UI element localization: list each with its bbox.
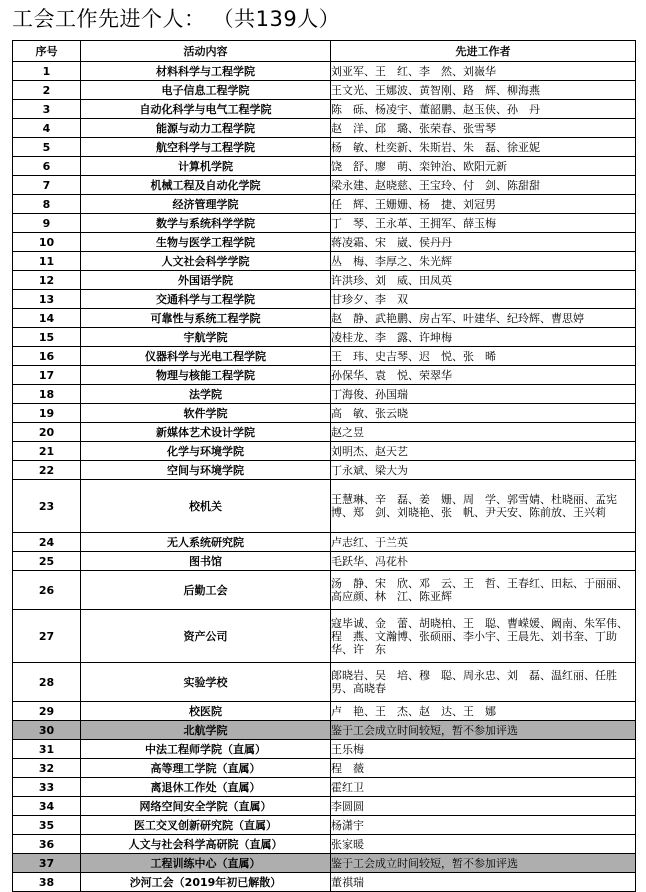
table-row [13,835,636,854]
table-row [13,385,636,404]
unit-name: 自动化科学与电气工程学院 [81,100,331,119]
header-no: 序号 [13,41,81,62]
table-row [13,423,636,442]
worker-names: 凌桂龙、李 露、许坤梅 [331,328,636,347]
table-row [13,100,636,119]
row-number: 7 [13,176,81,195]
unit-name: 工程训练中心（直属） [81,854,331,873]
table-row [13,309,636,328]
unit-name: 后勤工会 [81,571,331,610]
unit-name: 航空科学与工程学院 [81,138,331,157]
worker-names: 李圆圆 [331,797,636,816]
row-number: 9 [13,214,81,233]
unit-name: 仪器科学与光电工程学院 [81,347,331,366]
unit-name: 计算机学院 [81,157,331,176]
unit-name: 可靠性与系统工程学院 [81,309,331,328]
table-row [13,571,636,610]
table-header-row [13,41,636,62]
row-number: 32 [13,759,81,778]
row-number: 37 [13,854,81,873]
table-body [13,62,636,892]
unit-name: 无人系统研究院 [81,533,331,552]
worker-names: 张家暖 [331,835,636,854]
table-row [13,442,636,461]
table-row [13,233,636,252]
row-number: 19 [13,404,81,423]
table-row [13,328,636,347]
row-number: 34 [13,797,81,816]
unit-name: 高等理工学院（直属） [81,759,331,778]
unit-name: 宇航学院 [81,328,331,347]
table-row [13,873,636,892]
table-row [13,138,636,157]
worker-names: 王文光、王娜波、黄智刚、路 辉、柳海燕 [331,81,636,100]
worker-names: 杨 敏、杜奕新、朱斯岩、朱 磊、徐亚妮 [331,138,636,157]
worker-names: 刘亚军、王 红、李 然、刘嶶华 [331,62,636,81]
award-table [12,40,636,892]
table-row [13,663,636,702]
row-number: 18 [13,385,81,404]
worker-names: 寇毕诚、金 蕾、胡晓柏、王 聪、曹嵘媛、阚南、朱军伟、程 燕、文瀚博、张硕丽、李小宇、王晨先、刘书奎、丁助华、许 东 [331,610,636,663]
unit-name: 外国语学院 [81,271,331,290]
row-number: 23 [13,480,81,533]
unit-name: 生物与医学工程学院 [81,233,331,252]
table-row [13,176,636,195]
worker-names: 董祺瑞 [331,873,636,892]
row-number: 31 [13,740,81,759]
table-row [13,740,636,759]
worker-names: 赵 洋、邱 璐、张荣春、张雪琴 [331,119,636,138]
worker-names: 丁永斌、梁大为 [331,461,636,480]
row-number: 10 [13,233,81,252]
worker-names: 甘珍夕、李 双 [331,290,636,309]
row-number: 13 [13,290,81,309]
table-row [13,404,636,423]
worker-names: 梁永建、赵晓慈、王宝玲、付 剑、陈甜甜 [331,176,636,195]
row-number: 11 [13,252,81,271]
unit-name: 人文与社会科学高研院（直属） [81,835,331,854]
table-row [13,816,636,835]
worker-names: 蒋凌霜、宋 崴、侯丹丹 [331,233,636,252]
table-row [13,252,636,271]
table-row [13,366,636,385]
row-number: 26 [13,571,81,610]
row-number: 6 [13,157,81,176]
row-number: 4 [13,119,81,138]
unit-name: 软件学院 [81,404,331,423]
row-number: 15 [13,328,81,347]
unit-name: 北航学院 [81,721,331,740]
table-row [13,81,636,100]
unit-name: 中法工程师学院（直属） [81,740,331,759]
unit-name: 实验学校 [81,663,331,702]
worker-names: 毛跃华、冯花朴 [331,552,636,571]
table-row [13,854,636,873]
row-number: 2 [13,81,81,100]
worker-names: 丛 梅、李厚之、朱光辉 [331,252,636,271]
table-row [13,461,636,480]
unit-name: 材料科学与工程学院 [81,62,331,81]
unit-name: 机械工程及自动化学院 [81,176,331,195]
table-row [13,271,636,290]
worker-names: 鉴于工会成立时间较短，暂不参加评选 [331,721,636,740]
table-row [13,797,636,816]
worker-names: 卢志红、于兰英 [331,533,636,552]
worker-names: 赵 静、武艳鹏、房占军、叶建华、纪玲辉、曹思婷 [331,309,636,328]
worker-names: 郎晓岩、吴 培、穆 聪、周永忠、刘 磊、温红丽、任胜男、高晓春 [331,663,636,702]
worker-names: 程 薇 [331,759,636,778]
row-number: 29 [13,702,81,721]
unit-name: 沙河工会（2019年初已解散） [81,873,331,892]
worker-names: 卢 艳、王 杰、赵 达、王 娜 [331,702,636,721]
worker-names: 刘明杰、赵天艺 [331,442,636,461]
unit-name: 经济管理学院 [81,195,331,214]
unit-name: 能源与动力工程学院 [81,119,331,138]
table-row [13,552,636,571]
worker-names: 汤 静、宋 欣、邓 云、王 哲、王春红、田耘、于丽丽、高应颜、林 江、陈亚辉 [331,571,636,610]
table-row [13,480,636,533]
worker-names: 杨潇宇 [331,816,636,835]
unit-name: 法学院 [81,385,331,404]
unit-name: 化学与环境学院 [81,442,331,461]
unit-name: 人文社会科学学院 [81,252,331,271]
worker-names: 饶 舒、廖 萌、栾钟治、欧阳元新 [331,157,636,176]
unit-name: 交通科学与工程学院 [81,290,331,309]
row-number: 28 [13,663,81,702]
table-row [13,214,636,233]
unit-name: 医工交叉创新研究院（直属） [81,816,331,835]
row-number: 38 [13,873,81,892]
row-number: 8 [13,195,81,214]
table-row [13,702,636,721]
worker-names: 许洪珍、刘 威、田凤英 [331,271,636,290]
table-row [13,195,636,214]
table-row [13,778,636,797]
row-number: 5 [13,138,81,157]
worker-names: 丁 琴、王永革、王拥军、薛玉梅 [331,214,636,233]
row-number: 21 [13,442,81,461]
table-row [13,610,636,663]
unit-name: 数学与系统科学学院 [81,214,331,233]
table-row [13,721,636,740]
row-number: 16 [13,347,81,366]
worker-names: 赵之昱 [331,423,636,442]
unit-name: 校机关 [81,480,331,533]
worker-names: 王慧琳、辛 磊、姜 姗、周 学、郭雪婧、杜晓丽、孟宪博、郑 剑、刘晓艳、张 帆、尹天安、陈前放、王兴莉 [331,480,636,533]
table-row [13,157,636,176]
worker-names: 高 敏、张云晓 [331,404,636,423]
table-row [13,533,636,552]
unit-name: 离退休工作处（直属） [81,778,331,797]
header-names: 先进工作者 [331,41,636,62]
unit-name: 图书馆 [81,552,331,571]
page-title: 工会工作先进个人： （共139人） [12,7,341,31]
table-row [13,290,636,309]
worker-names: 王乐梅 [331,740,636,759]
row-number: 36 [13,835,81,854]
table-row [13,759,636,778]
row-number: 24 [13,533,81,552]
row-number: 12 [13,271,81,290]
table-row [13,62,636,81]
table-row [13,119,636,138]
unit-name: 网络空间安全学院（直属） [81,797,331,816]
unit-name: 资产公司 [81,610,331,663]
row-number: 3 [13,100,81,119]
row-number: 17 [13,366,81,385]
row-number: 1 [13,62,81,81]
worker-names: 孙保华、袁 悦、荣翠华 [331,366,636,385]
worker-names: 陈 砾、杨凌宇、董韶鹏、赵玉侠、孙 丹 [331,100,636,119]
row-number: 25 [13,552,81,571]
unit-name: 电子信息工程学院 [81,81,331,100]
row-number: 35 [13,816,81,835]
unit-name: 新媒体艺术设计学院 [81,423,331,442]
row-number: 33 [13,778,81,797]
worker-names: 任 辉、王姗姗、杨 捷、刘冠男 [331,195,636,214]
table-row [13,347,636,366]
row-number: 22 [13,461,81,480]
row-number: 27 [13,610,81,663]
unit-name: 校医院 [81,702,331,721]
unit-name: 空间与环境学院 [81,461,331,480]
worker-names: 霍红卫 [331,778,636,797]
worker-names: 丁海俊、孙国瑞 [331,385,636,404]
worker-names: 鉴于工会成立时间较短，暂不参加评选 [331,854,636,873]
row-number: 30 [13,721,81,740]
row-number: 14 [13,309,81,328]
row-number: 20 [13,423,81,442]
worker-names: 王 玮、史吉琴、迟 悦、张 晞 [331,347,636,366]
unit-name: 物理与核能工程学院 [81,366,331,385]
header-unit: 活动内容 [81,41,331,62]
